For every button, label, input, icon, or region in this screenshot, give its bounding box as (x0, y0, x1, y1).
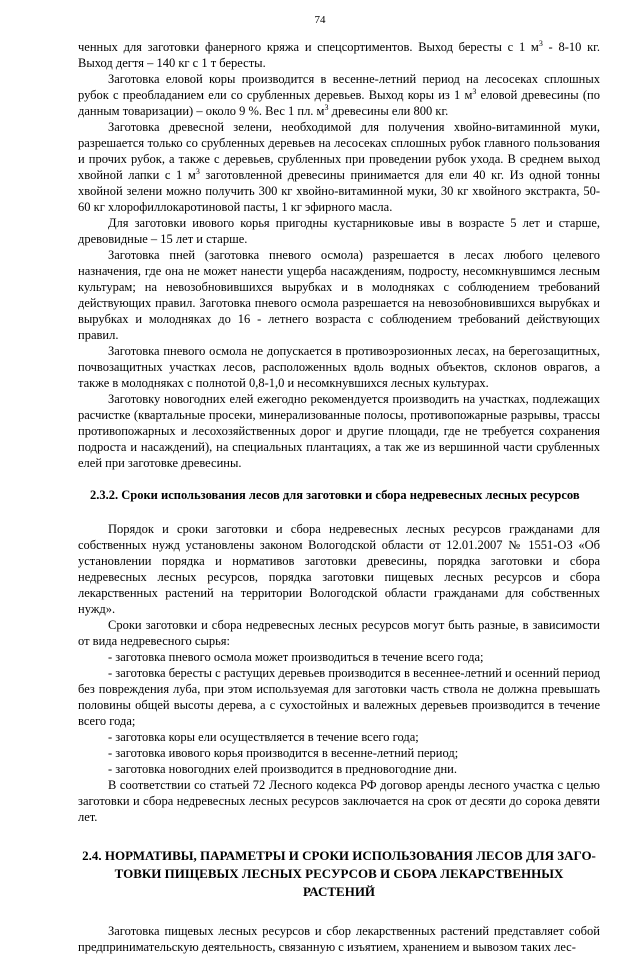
spruce-bark-paragraph: Заготовка еловой коры производится в весенне-летний период на лесосеках сплошных рубок с преобладанием ели со срубленных деревьев. Выход коры из 1 $м^3$ еловой древесины (по данным товаризации) – около 9 %. Вес 1 пл. $м^3$ древесины ели 800 кг. (78, 72, 600, 118)
list-item: - заготовка коры ели осуществляется в течение всего года; (108, 730, 419, 744)
terms-paragraph: Сроки заготовки и сбора недревесных лесных ресурсов могут быть разные, в зависимости от вида недревесного сырья: (78, 618, 600, 648)
page-number: 74 (314, 14, 326, 26)
list-item: - заготовка ивового корья производится в весенне-летний период; (108, 746, 459, 760)
list-item: - заготовка новогодних елей производится в предновогодние дни. (108, 762, 457, 776)
list-item: - заготовка пневого осмола может производиться в течение всего года; (108, 650, 484, 664)
section-heading-2-3-2: 2.3.2. Сроки использования лесов для заготовки и сбора недревесных лесных ресурсов (90, 488, 580, 502)
superscript: 3 (538, 38, 543, 48)
superscript: 3 (324, 102, 329, 112)
superscript: 3 (195, 166, 200, 176)
article-72-paragraph: В соответствии со статьей 72 Лесного кодекса РФ договор аренды лесного участка с целью заготовки и сбора недревесных лесных ресурсов заключается на срок от десяти до сорока девяти лет. (78, 778, 600, 824)
stump-harvest-paragraph: Заготовка пней (заготовка пневого осмола) разрешается в лесах любого целевого назначения, где она не может нанести ущерба насаждениям, подросту, несомкнувшимся лесным культурам; на невозобновившихся вырубках и в молодняках с соблюдением требований действующих правил. Заготовка пневого осмола разрешается на невозобновившихся вырубках и вырубках и молодняках до 16 - летнего возраста с соблюдением требований действующих правил. (78, 248, 600, 342)
intro-paragraph: ченных для заготовки фанерного кряжа и спецсортиментов. Выход бересты с 1 $м^3 - 8-10$ кг. Выход дегтя – 140 кг с 1 т бересты. (78, 38, 600, 70)
new-year-trees-paragraph: Заготовку новогодних елей ежегодно рекомендуется производить на участках, подлежащих расчистке (квартальные просеки, минерализованные полосы, противопожарные разрывы, трассы противопожарных и лесохозяйственных дорог и другие площади, где не требуется сохранения подроста и насаждений), на специальных плантациях, а так же из вершинной части срубленных елей при заготовке древесины. (78, 392, 600, 470)
list-item: - заготовка бересты с растущих деревьев производится в весеннее-летний и осенний период без повреждения луба, при этом используемая для заготовки часть ствола не должна превышать половины общей высоты дерева, а с сухостойных и валежных деревьев производится в течение всего года; (78, 666, 600, 728)
greenery-paragraph: Заготовка древесной зелени, необходимой для получения хвойно-витаминной муки, разрешается только со срубленных деревьев на лесосеках сплошных рубок главного пользования и прочих рубок, а также с деревьев, срубленных при проведении рубок ухода. В среднем выход хвойной лапки с 1 $м^3$ заготовленной древесины принимается для ели 40 кг. Из одной тонны хвойной зелени можно получить 300 кг хвойно-витаминной муки, 30 кг хвойного экстракта, 50-60 кг хлорофиллокаротиновой пасты, 1 кг эфирного масла. (78, 120, 600, 214)
law-paragraph: Порядок и сроки заготовки и сбора недревесных лесных ресурсов гражданами для собственных нужд установлены законом Вологодской области от 12.01.2007 № 1551-ОЗ «Об установлении порядка и нормативов заготовки древесины, порядка заготовки и сбора недревесных лесных ресурсов, порядка заготовки пищевых лесных ресурсов и сбора лекарственных растений на территории Вологодской области гражданами для собственных нужд». (78, 522, 600, 616)
willow-bark-paragraph: Для заготовки ивового корья пригодны кустарниковые ивы в возрасте 5 лет и старше, древовидные – 15 лет и старше. (78, 216, 600, 246)
text-column (78, 39, 600, 955)
final-paragraph: Заготовка пищевых лесных ресурсов и сбор лекарственных растений представляет собой предпринимательскую деятельность, связанную с изъятием, хранением и вывозом таких лес- (78, 924, 600, 954)
stump-restriction-paragraph: Заготовка пневого осмола не допускается в противоэрозионных лесах, на берегозащитных, почвозащитных участках лесов, расположенных вдоль водных объектов, склонов оврагов, а также в молодняках с полнотой 0,8-1,0 и несомкнувшихся лесных культурах. (78, 344, 600, 390)
chapter-heading-2-4: 2.4. НОРМАТИВЫ, ПАРАМЕТРЫ И СРОКИ ИСПОЛЬЗОВАНИЯ ЛЕСОВ ДЛЯ ЗАГО- ТОВКИ ПИЩЕВЫХ ЛЕСНЫХ РЕСУРСОВ И СБОРА ЛЕКАРСТВЕННЫХ РАСТЕНИЙ (82, 848, 596, 899)
superscript: 3 (472, 86, 477, 96)
